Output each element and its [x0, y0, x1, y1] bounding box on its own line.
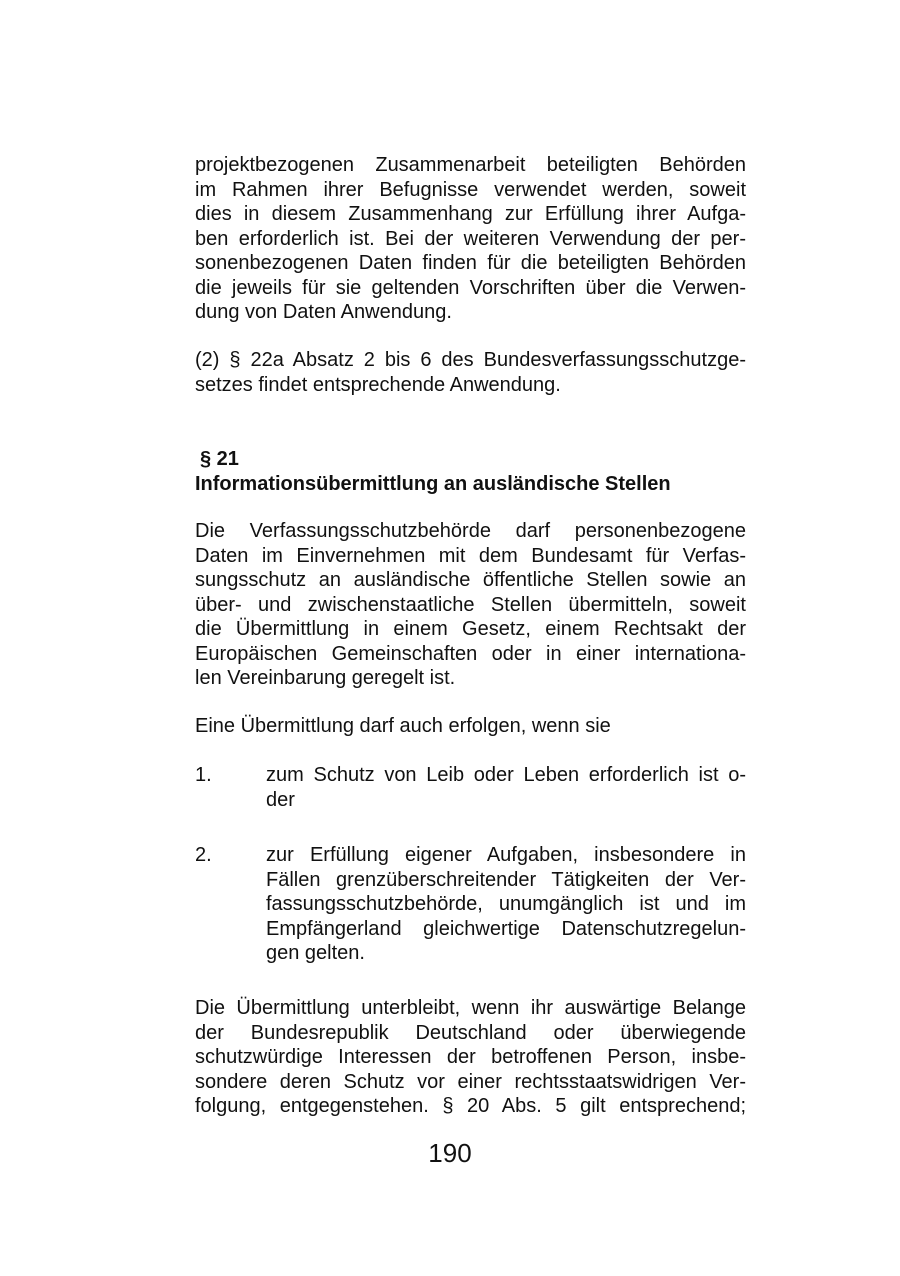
text-line: zur Erfüllung eigener Aufgaben, insbesondere in — [266, 844, 746, 866]
text-line: der — [266, 788, 295, 811]
text-line: der Bundesrepublik Deutschland oder überwiegende — [195, 1021, 746, 1044]
text-line: folgung, entgegenstehen. § 20 Abs. 5 gilt entsprechend; — [195, 1095, 746, 1117]
text-line: im Rahmen ihrer Befugnisse verwendet werden, soweit — [195, 178, 746, 201]
text-line: schutzwürdige Interessen der betroffenen Person, insbe- — [195, 1046, 746, 1068]
text-line: Die Verfassungsschutzbehörde darf personenbezogene — [195, 520, 746, 542]
text-line: die jeweils für sie geltenden Vorschriften über die Verwen- — [195, 276, 746, 299]
section-title: Informationsübermittlung an ausländische Stellen — [195, 472, 671, 495]
text-line: sungsschutz an ausländische öffentliche Stellen sowie an — [195, 569, 746, 591]
text-line: Europäischen Gemeinschaften oder in einer internationa- — [195, 642, 746, 665]
text-line: fassungsschutzbehörde, unumgänglich ist und im — [266, 893, 746, 915]
text-line: sonenbezogenen Daten finden für die beteiligten Behörden — [195, 252, 746, 274]
list-number: 2. — [195, 844, 212, 866]
text-line: dies in diesem Zusammenhang zur Erfüllung ihrer Aufga- — [195, 203, 746, 225]
paragraph-4 — [195, 714, 746, 739]
list-number: 1. — [195, 764, 212, 786]
text-line: zum Schutz von Leib oder Leben erforderlich ist o- — [266, 764, 746, 786]
text-line: Die Übermittlung unterbleibt, wenn ihr auswärtige Belange — [195, 997, 746, 1019]
text-line: projektbezogenen Zusammenarbeit beteiligten Behörden — [195, 154, 746, 176]
text-line: Fällen grenzüberschreitender Tätigkeiten der Ver- — [266, 868, 746, 891]
text-line: (2) § 22a Absatz 2 bis 6 des Bundesverfassungsschutzge- — [195, 349, 746, 371]
text-line: die Übermittlung in einem Gesetz, einem Rechtsakt der — [195, 618, 746, 640]
text-line: dung von Daten Anwendung. — [195, 301, 452, 323]
text-line: len Vereinbarung geregelt ist. — [195, 667, 456, 689]
paragraph-5 — [195, 996, 746, 1119]
text-line: gen gelten. — [266, 942, 365, 964]
text-line: über- und zwischenstaatliche Stellen übermitteln, soweit — [195, 593, 746, 616]
paragraph-3 — [195, 519, 746, 691]
text-line: Daten im Einvernehmen mit dem Bundesamt für Verfas- — [195, 544, 746, 567]
text-line: Eine Übermittlung darf auch erfolgen, wenn sie — [195, 715, 611, 737]
section-number: § 21 — [200, 448, 239, 470]
paragraph-2 — [195, 348, 746, 397]
text-line: setzes findet entsprechende Anwendung. — [195, 373, 561, 396]
text-line: sondere deren Schutz vor einer rechtsstaatswidrigen Ver- — [195, 1070, 746, 1093]
paragraph-1 — [195, 153, 746, 325]
section-heading — [195, 447, 746, 496]
text-line: ben erforderlich ist. Bei der weiteren Verwendung der per- — [195, 227, 746, 250]
page-number: 190 — [428, 1138, 472, 1168]
text-line: Empfängerland gleichwertige Datenschutzregelun- — [266, 917, 746, 940]
